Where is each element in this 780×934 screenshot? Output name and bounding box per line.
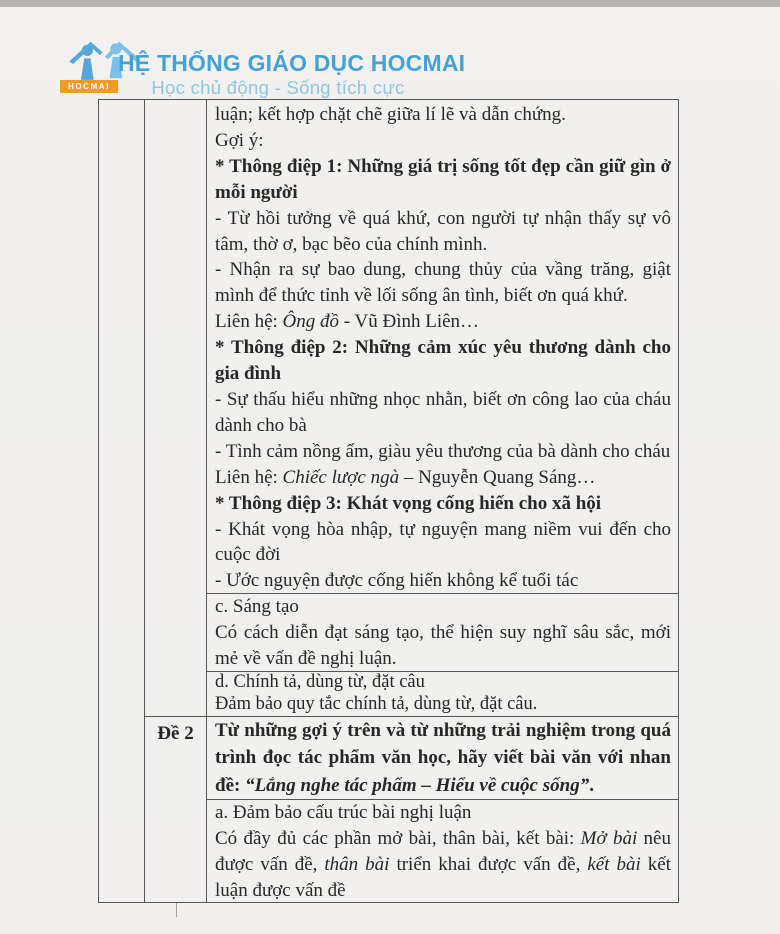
text-run: * Thông điệp 1: Những giá trị sống tốt đẹp cần giữ gìn ở mỗi người [215, 155, 671, 203]
text-run: Mở bài [580, 828, 638, 849]
text-run: thân bài [324, 854, 390, 875]
paragraph [215, 717, 671, 799]
text-run: - Sự thấu hiểu những nhọc nhằn, biết ơn công lao của cháu dành cho bà [215, 388, 671, 436]
text-run: Từ những gợi ý trên và từ những trải nghiệm trong quá trình đọc tác phẩm văn học, hãy viết bài văn với nhan đề: [215, 720, 671, 796]
text-run: Có cách diễn đạt sáng tạo, thể hiện suy nghĩ sâu sắc, mới mẻ về vấn đề nghị luận. [215, 622, 671, 669]
cell-de2-prompt [207, 716, 678, 799]
hocmai-header [0, 0, 780, 99]
text-run: Liên hệ: [215, 311, 283, 333]
text-run: . [589, 774, 594, 796]
paragraph [215, 620, 671, 671]
paragraph [215, 693, 671, 715]
paragraph [215, 671, 671, 693]
text-run: triển khai được vấn đề, [389, 854, 588, 875]
cell-sang-tao [207, 593, 678, 671]
text-run: kết luận được vấn đề [215, 854, 671, 901]
paragraph [215, 154, 671, 206]
brand-title: HỆ THỐNG GIÁO DỤC HOCMAI [118, 50, 466, 76]
cell-chinh-ta [207, 671, 678, 716]
text-run: - Nhận ra sự bao dung, chung thủy của vầng trăng, giật mình để thức tỉnh về lối sống ân tình, biết ơn quá khứ. [215, 259, 671, 307]
text-run: Đảm bảo quy tắc chính tả, dùng từ, đặt câu. [215, 694, 538, 715]
paragraph [215, 128, 671, 154]
paragraph [215, 102, 671, 128]
text-run: c. Sáng tạo [215, 596, 299, 617]
paragraph [215, 594, 671, 620]
text-run: luận; kết hợp chặt chẽ giữa lí lẽ và dẫn chứng. [215, 104, 566, 125]
text-run: Liên hệ: [215, 466, 283, 488]
text-run: – Nguyễn Quang Sáng… [399, 466, 596, 488]
paragraph [215, 568, 671, 593]
cell-de2-label: Đề 2 [157, 723, 194, 744]
paragraph [215, 465, 671, 491]
text-run: Gợi ý: [215, 129, 264, 151]
paragraph [215, 800, 671, 826]
text-run: Ông đồ [282, 311, 340, 333]
cell-messages-analysis [207, 100, 678, 593]
text-run: “Lắng nghe tác phẩm – Hiểu về cuộc sống” [245, 774, 590, 796]
paragraph [215, 491, 671, 517]
text-run: - Ước nguyện được cống hiến không kể tuổi tác [215, 570, 579, 592]
paragraph [215, 517, 671, 569]
text-run: Chiếc lược ngà [282, 466, 400, 488]
hocmai-logo-badge: HOCMAI [60, 80, 118, 93]
paragraph [215, 335, 671, 387]
text-run: * Thông điệp 2: Những cảm xúc yêu thương dành cho gia đình [215, 337, 671, 385]
paragraph [215, 257, 671, 309]
text-run: - Khát vọng hòa nhập, tự nguyện mang niềm vui đến cho cuộc đời [215, 518, 671, 566]
text-run: - Từ hồi tưởng về quá khứ, con người tự nhận thấy sự vô tâm, thờ ơ, bạc bẽo của chính mình. [215, 207, 671, 255]
text-run: * Thông điệp 3: Khát vọng cống hiến cho xã hội [215, 492, 602, 514]
paragraph [215, 309, 671, 335]
text-run: Có đầy đủ các phần mở bài, thân bài, kết bài: [215, 828, 581, 849]
paragraph [215, 387, 671, 439]
grading-rubric-table [98, 99, 679, 903]
brand-tagline: Học chủ động - Sống tích cực [151, 77, 405, 98]
text-run: - Vũ Đình Liên… [339, 311, 480, 333]
paragraph [215, 826, 671, 904]
text-run: kết bài [587, 854, 641, 875]
text-run: nêu được vấn đề, [215, 828, 671, 875]
cell-cau-truc [207, 799, 678, 904]
text-run: - Tình cảm nồng ấm, giàu yêu thương của bà dành cho cháu [215, 440, 671, 462]
text-run: d. Chính tả, dùng từ, đặt câu [215, 672, 425, 692]
paragraph [215, 439, 671, 465]
text-run: a. Đảm bảo cấu trúc bài nghị luận [215, 802, 472, 823]
paragraph [215, 206, 671, 258]
table-continuation-mark [176, 903, 177, 917]
